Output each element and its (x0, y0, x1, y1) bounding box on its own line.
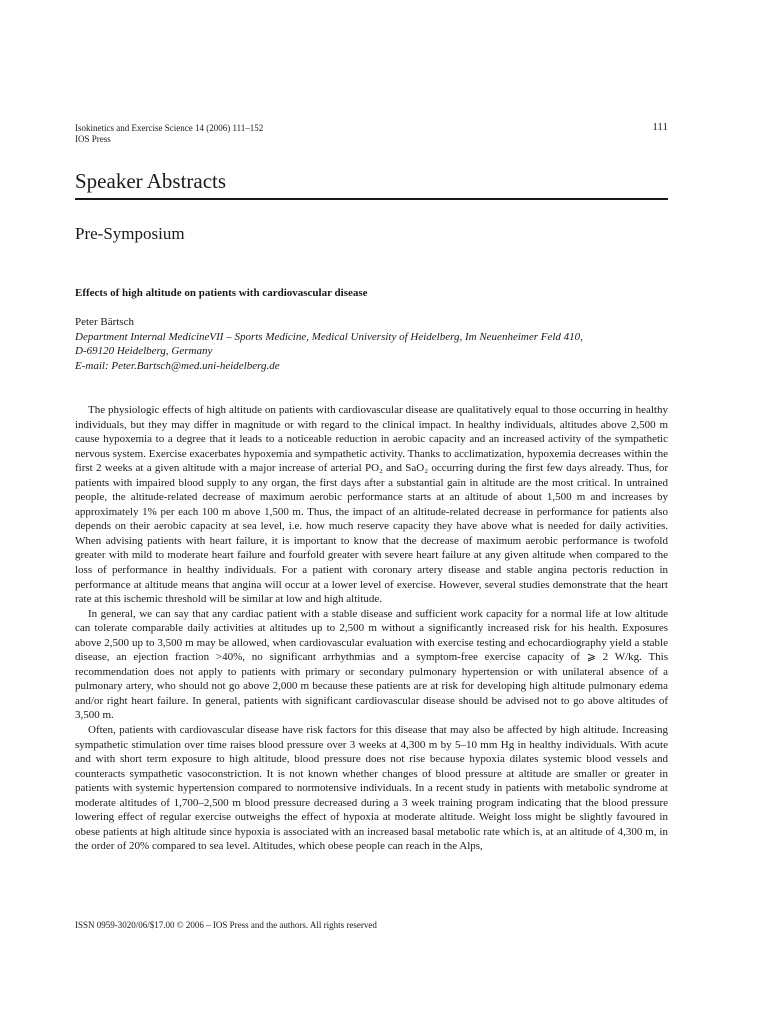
subsection-title: Pre-Symposium (75, 224, 185, 243)
body-paragraph: Often, patients with cardiovascular disease have risk factors for this disease that may also be affected by high altitude. Increasing sympathetic stimulation over time raises blood pressure over 3 weeks at 4,300 m by 5–10 mm Hg in healthy individuals. With acute and with short term exposure to high altitude, blood pressure does not rise because hypoxia dilates systemic blood vessels and counteracts sympathetic vasoconstriction. It is not known whether changes of blood pressure at altitude are smaller or greater in patients with systemic hypertension compared to normotensive individuals. In a recent study in patients with metabolic syndrome at moderate altitudes of 1,700–2,500 m blood pressure decreased during a 3 week training program indicating that the blood pressure lowering effect of regular exercise outweighs the effect of hypoxia at moderate altitude. Weight loss might be slightly favoured in obese patients at high altitude since hypoxia is associated with an increased basal metabolic rate which is, at an altitude of 4,300 m, in the order of 20% compared to sea level. Altitudes, which obese people can reach in the Alps, (75, 724, 668, 853)
author-affiliation-line1: Department Internal MedicineVII – Sports Medicine, Medical University of Heidelberg, Im Neuenheimer Feld 410, (75, 330, 583, 343)
body-paragraph: The physiologic effects of high altitude on patients with cardiovascular disease are qualitatively equal to those occurring in healthy individuals, but they may differ in magnitude or with regard to the clinical impact. In healthy individuals, altitudes above 2,500 m cause hypoxemia to a degree that it leads to a noticeable reduction in aerobic capacity and an increased activity of the sympathetic nervous system. Exercise exacerbates hypoxemia and sympathetic activity. Thanks to acclimatization, hypoxemia decreases within the first 2 weeks at a given altitude with a major increase of arterial PO₂ and SaO₂ occurring during the first few days already. Thus, for patients with impaired blood supply to any organ, the first days after a substantial gain in altitude are the most critical. In untrained people, the altitude-related decrease of maximum aerobic performance starts at an altitude of about 1,500 m and increases by approximately 1% per each 100 m above 1,500 m. Thus, the impact of an altitude-related decrease in performance for patients also depends on their aerobic capacity at sea level, i.e. how much reserve capacity they have above what is needed for daily activities. When advising patients with heart failure, it is important to know that the decrease of maximum aerobic performance is twofold greater with mild to moderate heart failure and fourfold greater with severe heart failure at any given altitude when compared to the loss of performance in healthy individuals. For a patient with coronary artery disease and stable angina pectoris reduction in performance at altitude means that angina will occur at a lower level of exercise. However, several studies demonstrate that the heart rate at this ischemic threshold will be similar at low and high altitude. (75, 404, 668, 606)
author-email: E-mail: Peter.Bartsch@med.uni-heidelberg.de (75, 360, 280, 373)
journal-citation: Isokinetics and Exercise Science 14 (2006) 111–152 (75, 123, 264, 133)
abstract-body (75, 403, 668, 854)
publisher-name: IOS Press (75, 134, 111, 144)
section-divider (75, 198, 668, 200)
page-number: 111 (652, 121, 668, 133)
paper-page (75, 0, 668, 1024)
body-paragraph: In general, we can say that any cardiac patient with a stable disease and sufficient work capacity for a normal life at low altitude can tolerate comparable daily activities at altitudes up to 2,500 m without a significantly increased risk for his health. Exposures above 2,500 up to 3,500 m may be allowed, when cardiovascular evaluation with exercise testing and echocardiography yield a stable disease, an ejection fraction >40%, no significant arrhythmias and a symptom-free exercise capacity of ⩾ 2 W/kg. This recommendation does not apply to patients with primary or secondary pulmonary hypertension or with unilateral absence of a pulmonary artery, who should not go above 2,000 m because these patients are at risk for developing high altitude pulmonary edema and/or right heart failure. In general, patients with significant cardiovascular disease should be advised not to go above altitudes of 3,500 m. (75, 607, 668, 722)
author-affiliation-line2: D-69120 Heidelberg, Germany (75, 345, 213, 358)
author-name: Peter Bärtsch (75, 316, 134, 328)
section-title: Speaker Abstracts (75, 169, 227, 193)
author-block (75, 315, 668, 374)
article-title: Effects of high altitude on patients with cardiovascular disease (75, 287, 368, 299)
copyright-footer: ISSN 0959-3020/06/$17.00 © 2006 – IOS Press and the authors. All rights reserved (75, 920, 377, 930)
journal-info (75, 123, 475, 145)
